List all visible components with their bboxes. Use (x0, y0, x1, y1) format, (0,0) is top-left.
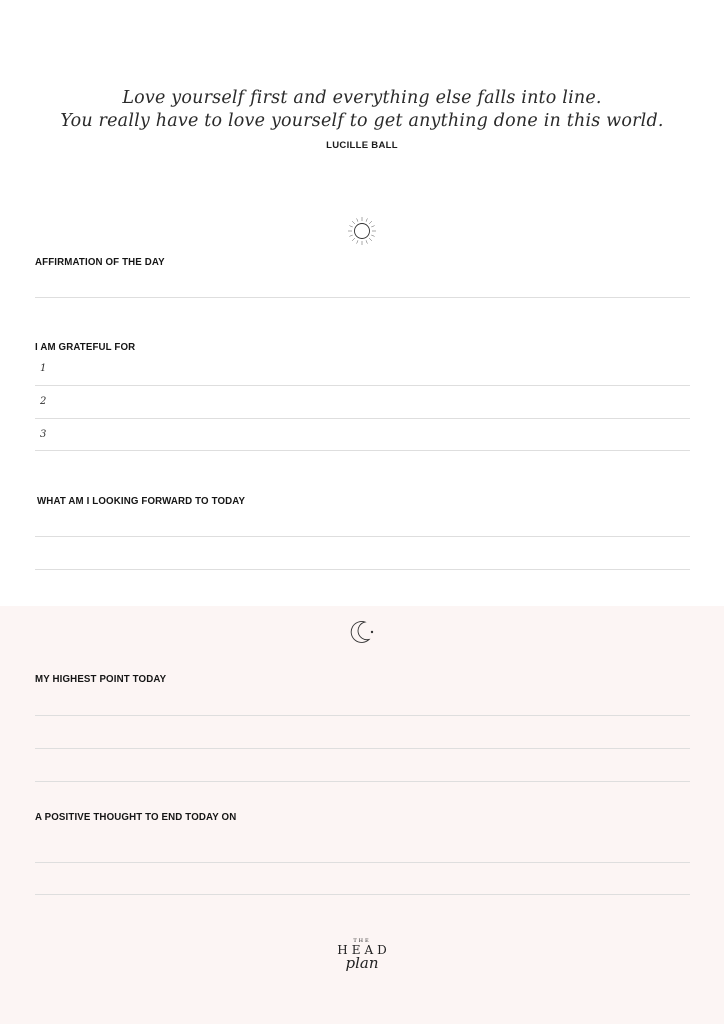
grateful-line-1[interactable] (35, 385, 690, 386)
logo-head: HEAD (337, 943, 391, 957)
affirmation-heading: AFFIRMATION OF THE DAY (35, 257, 165, 268)
grateful-heading: I AM GRATEFUL FOR (35, 342, 136, 353)
looking-forward-line-1[interactable] (35, 536, 690, 537)
logo-the: THE (353, 938, 371, 944)
grateful-number-3: 3 (40, 429, 47, 440)
grateful-number-1: 1 (40, 363, 47, 374)
moon-icon (346, 619, 378, 647)
head-plan-logo (312, 938, 412, 970)
quote-line-1: Love yourself first and everything else falls into line. (122, 88, 602, 108)
positive-thought-line-1[interactable] (35, 862, 690, 863)
grateful-line-3[interactable] (35, 450, 690, 451)
sun-icon (346, 215, 378, 247)
highest-point-line-3[interactable] (35, 781, 690, 782)
quote-author: LUCILLE BALL (326, 140, 398, 151)
quote-line-2: You really have to love yourself to get anything done in this world. (60, 111, 664, 131)
highest-point-line-1[interactable] (35, 715, 690, 716)
highest-point-line-2[interactable] (35, 748, 690, 749)
affirmation-line[interactable] (35, 297, 690, 298)
highest-point-heading: MY HIGHEST POINT TODAY (35, 674, 167, 685)
looking-forward-heading: WHAT AM I LOOKING FORWARD TO TODAY (37, 496, 246, 507)
grateful-number-2: 2 (40, 396, 47, 407)
logo-plan: plan (345, 954, 379, 972)
positive-thought-heading: A POSITIVE THOUGHT TO END TODAY ON (35, 812, 237, 823)
looking-forward-line-2[interactable] (35, 569, 690, 570)
grateful-line-2[interactable] (35, 418, 690, 419)
positive-thought-line-2[interactable] (35, 894, 690, 895)
